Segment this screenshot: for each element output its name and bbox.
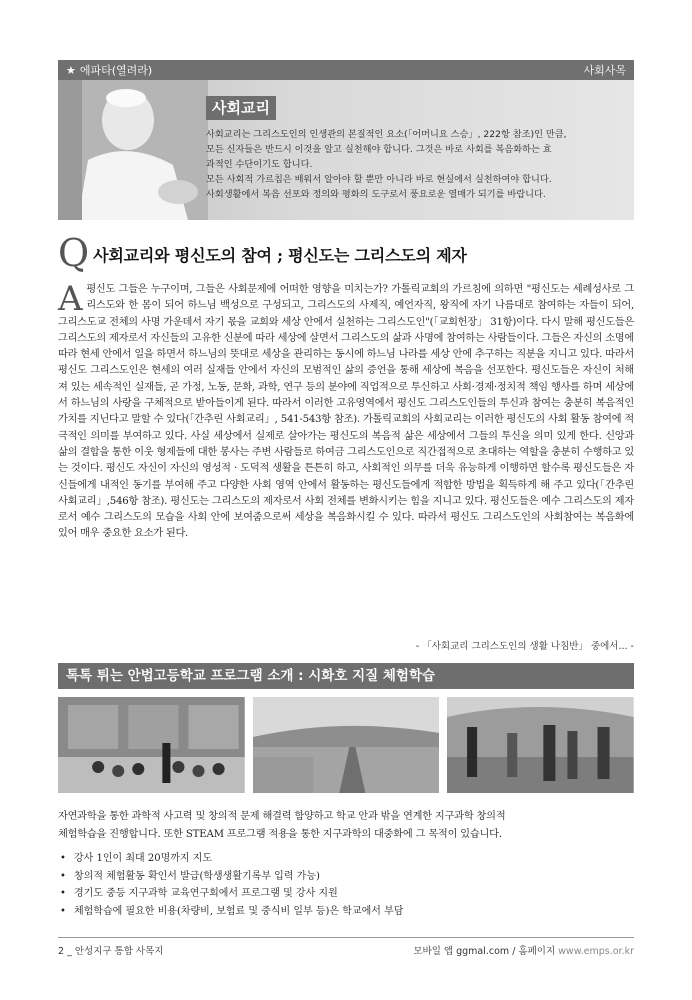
- bullet-dot-icon: •: [60, 870, 66, 882]
- contact-info: [413, 943, 634, 957]
- intro-line: 사회교리는 그리스도인의 인생관의 본질적인 요소(「어머니요 스승」, 222항 참조)인 만큼,: [206, 129, 567, 140]
- program-photos: [58, 697, 634, 793]
- bullet-text: 경기도 중등 지구과학 교육연구회에서 프로그램 및 강사 지원: [74, 888, 338, 900]
- bullet-dot-icon: •: [60, 888, 66, 900]
- bullet-item: [60, 885, 630, 903]
- intro-banner: [58, 80, 634, 220]
- section-label-group: [66, 62, 152, 78]
- students-cliff-photo: [447, 697, 634, 793]
- intro-text: [206, 127, 630, 202]
- contact-label: 모바일 앱 ggmal.com / 홈페이지: [413, 946, 556, 957]
- bullet-dot-icon: •: [60, 853, 66, 864]
- website-link[interactable]: www.emps.or.kr: [558, 946, 634, 957]
- bullet-item: [60, 903, 630, 921]
- question-title: 사회교리와 평신도의 참여 ; 평신도는 그리스도의 제자: [93, 246, 467, 265]
- bullet-item: [60, 868, 630, 886]
- top-bar: [58, 60, 634, 80]
- intro-title: 사회교리: [206, 96, 276, 120]
- question-heading: [58, 231, 634, 275]
- intro-line: 모든 신자들은 반드시 이것을 알고 실천해야 합니다. 그것은 바로 사회를 복음화하는 효: [206, 144, 552, 155]
- answer-letter: A: [58, 279, 83, 319]
- category-label: 사회사목: [583, 64, 626, 77]
- intro-line: 사회생활에서 복음 선포와 정의와 평화의 도구로서 풍요로운 열매가 되기를 바랍니다.: [206, 189, 546, 200]
- program-title: 톡톡 튀는 안법고등학교 프로그램 소개 : 시화호 지질 체험학습: [58, 663, 634, 689]
- question-letter: Q: [58, 231, 90, 275]
- program-description-line: 자연과학을 통한 과학적 사고력 및 창의적 문제 해결력 함양하고 학교 안과 밖을 연계한 지구과학 창의적: [58, 811, 506, 822]
- bullet-text: 창의적 체험활동 확인서 발급(학생생활기록부 입력 가능): [74, 870, 320, 882]
- footer-divider: [58, 937, 634, 938]
- program-description: [58, 808, 634, 844]
- footer: [58, 943, 634, 957]
- section-label: 에파타(열려라): [79, 64, 153, 77]
- seawall-landscape-photo: [253, 697, 440, 793]
- students-sitting-photo: [58, 697, 245, 793]
- bullet-text: 체험학습에 필요한 비용(차량비, 보험료 및 중식비 일부 등)은 학교에서 부담: [74, 905, 404, 917]
- star-icon: ★: [66, 63, 76, 77]
- intro-line: 모든 사회적 가르침은 배워서 알아야 할 뿐만 아니라 바로 현실에서 실천하여야 합니다.: [206, 174, 552, 185]
- answer-body: [58, 279, 634, 543]
- program-bullets: [60, 850, 630, 920]
- intro-line: 과적인 수단이기도 합니다.: [206, 159, 313, 170]
- bullet-text: 강사 1인이 최대 20명까지 지도: [74, 853, 213, 864]
- answer-text: 평신도 그들은 누구이며, 그들은 사회문제에 어떠한 영향을 미치는가? 가톨릭교회의 가르침에 의하면 "평신도는 세례성사로 그리스도와 한 몸이 되어 하느님 백성으로 구성되고, 그리스도의 사제직, 예언자직, 왕직에 자기 나름대로 참여하는 자들이 되어, 그리스도교 전체의 사명 가운데서 자기 몫을 교회와 세상 안에서 실천하는 그리스도인"(「교회헌장」 31항)이다. 다시 말해 평신도들은 그리스도의 제자로서 자신들의 고유한 신분에 따라 세상에 살면서 그리스도의 삶과 사명에 참여하는 사람들이다. 그들은 자신의 소명에 따라 현세 안에서 일을 하면서 하느님의 뜻대로 세상을 관리하는 동시에 하느님 나라를 세상 안에 추구하는 직분을 지니고 있다. 따라서 평신도 그리스도인은 현세의 여러 실재들 안에서 자신의 모범적인 삶의 증언을 통해 세상에 복음을 선포한다. 평신도들은 자신이 처해져 있는 세속적인 실재들, 곧 가정, 노동, 문화, 과학, 연구 등의 분야에 직업적으로 투신하고 사회·경제·정치적 책임 행사를 하며 세상에서 하느님의 사랑을 구체적으로 받아들이게 된다. 따라서 이러한 고유영역에서 평신도 그리스도인들의 투신과 참여는 충분히 복음적인 가치를 지닌다고 말할 수 있다(「간추린 사회교리」, 541-543항 참조). 가톨릭교회의 사회교리는 이러한 평신도의 사회 활동 참여에 적극적인 의미를 부여하고 있다. 사실 세상에서 실제로 살아가는 평신도의 복음적 삶은 세상에서 그들의 투신을 의미 있게 한다. 신앙과 삶의 결합을 통한 이웃 형제들에 대한 봉사는 주변 사람들로 하여금 그리스도인으로 직간접적으로 초대하는 역할을 충분히 수행하고 있는 것이다. 평신도 자신이 자신의 영성적 · 도덕적 생활을 튼튼히 하고, 사회적인 의무를 더욱 유능하게 이행하면 할수록 평신도들은 자신들에게 내적인 동기를 부여해 주고 다양한 사회 영역 안에서 활동하는 평신도들에게 적합한 방법을 획득하게 해 주고 있다(「간추린 사회교리」,546항 참조). 평신도는 그리스도의 제자로서 사회 전체를 변화시키는 힘을 지니고 있다. 평신도들은 예수 그리스도의 제자로서 예수 그리스도의 모습을 사회 안에 보여줌으로써 세상을 복음화시킬 수 있다. 따라서 평신도 그리스도인의 사회참여는 복음화에 있어 매우 중요한 요소가 된다.: [58, 284, 634, 540]
- program-description-line: 체험학습을 진행합니다. 또한 STEAM 프로그램 적용을 통한 지구과학의 대중화에 그 목적이 있습니다.: [58, 829, 502, 840]
- bullet-item: [60, 850, 630, 868]
- answer-source: - 「사회교리 그리스도인의 생활 나침반」 중에서... -: [415, 641, 634, 652]
- page-info: 2 _ 안성지구 통합 사목지: [58, 946, 164, 957]
- bullet-dot-icon: •: [60, 905, 66, 917]
- pope-praying-photo: [58, 80, 208, 220]
